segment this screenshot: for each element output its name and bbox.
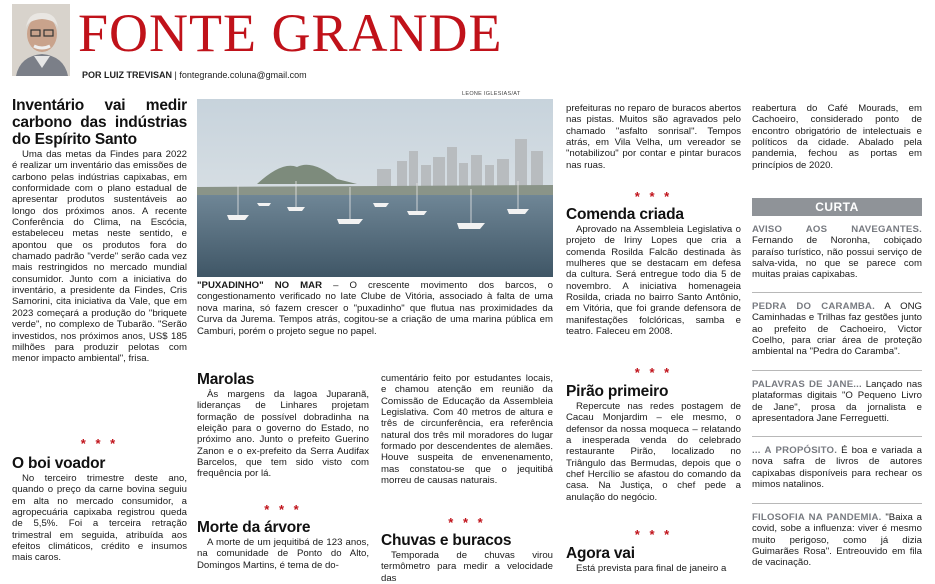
sidebar-item <box>752 301 922 358</box>
column-title: FONTE GRANDE <box>78 3 503 63</box>
article-chuvas <box>381 532 553 584</box>
article-body: Temporada de chuvas virou termômetro para medir a velocidade das <box>381 550 553 584</box>
separator-stars: * * * <box>634 189 673 204</box>
article-boi <box>12 455 187 564</box>
article-body: A morte de um jequitibá de 123 anos, na comunidade de Ponto do Alto, Domingos Martins, é tema de do- <box>197 537 369 571</box>
photo-credit: LEONE IGLESIAS/AT <box>462 91 521 97</box>
separator-stars: * * * <box>634 365 673 380</box>
article-arvore-continued <box>381 373 553 486</box>
byline-separator: | <box>174 70 180 80</box>
article-agora-continued <box>752 103 922 171</box>
article-comenda <box>566 206 741 337</box>
caption-text: – O crescente movimento dos barcos, o congestionamento verificado no Iate Clube de Vitória, associado à falta de uma nova marina, só fazem crescer o "puxadinho" que flutua nas proximidades da Curva da Jurema. Tempos atrás, cogitou-se a criação de uma marina pública em Camburi, porém o projeto segue no papel. <box>197 280 554 337</box>
byline-email[interactable]: fontegrande.coluna@gmail.com <box>179 70 307 80</box>
headline: Agora vai <box>566 545 635 562</box>
article-inventario <box>12 97 187 365</box>
sidebar-item-lead: ... A PROPÓSITO. <box>752 445 838 456</box>
byline-author: POR LUIZ TREVISAN <box>82 70 173 80</box>
article-arvore <box>197 519 369 571</box>
marina-photo <box>197 99 553 277</box>
article-body: Às margens da lagoa Juparanã, lideranças de Linhares projetam formação de possível dobradinha na eleição para o governo do Estado, no próximo ano. Junto o prefeito Guerino Zanon e o ex-prefeito da Serra Audifax Barcelos, que tem sido visto com frequência por lá. <box>197 389 369 480</box>
caption-lead: "PUXADINHO" NO MAR <box>197 280 323 291</box>
byline <box>82 70 307 80</box>
sidebar-item-text: Fernando de Noronha, cobiçado paraíso turístico, não possui serviço de salva-vida, no que se parece com muitas praias capixabas. <box>752 235 922 281</box>
article-body: cumentário feito por estudantes locais, e chamou atenção em reunião da Comissão de Educação da Assembleia Legislativa. Com 40 metros de altura e três de circunferência, era referência natural dos três mil moradores do lugar formado por descendentes de alemães. Houve suspeita de envenenamento, mas constatou-se que o jequitibá morreu de causas naturais. <box>381 373 553 487</box>
sidebar-item-text: Lançado nas plataformas digitais "O Pequeno Livro de Jane", prosa da jornalista e apresentadora Jane Ferreguetti. <box>752 379 922 425</box>
divider <box>752 292 922 293</box>
columnist-portrait <box>12 4 70 76</box>
sidebar-item <box>752 379 922 424</box>
sidebar-item-lead: AVISO AOS NAVEGANTES. <box>752 224 922 235</box>
headline: Chuvas e buracos <box>381 532 512 549</box>
sidebar-item-text: "Baixa a covid, sobe a influenza: viver é mesmo muito perigoso, como já dizia Guimarães Rosa". Entreouvido em fila de vacinação. <box>752 512 922 569</box>
separator-stars: * * * <box>80 436 119 451</box>
sidebar-item-text: É boa e variada a nova safra de livros de autores capixabas disponíveis para rechear os mimos natalinos. <box>752 445 922 491</box>
article-body: Repercute nas redes postagem de Cacau Monjardim – ele mesmo, o defensor da nossa moqueca – relatando a inesperada venda do celebrado restaurante Pirão, localizado no Triângulo das Bermudas, depois que o chef Hercílio se afastou do comando da casa. Na Justiça, o chef pede a anulação do negócio. <box>566 401 741 503</box>
divider <box>752 436 922 437</box>
sidebar-item-text: A ONG Caminhadas e Trilhas faz gestões junto ao prefeito de Cachoeiro, Victor Coelho, para criar área de proteção ambiental na "Pedra do Caramba". <box>752 301 922 358</box>
sidebar-item-lead: PALAVRAS DE JANE... <box>752 379 862 390</box>
sidebar-item <box>752 224 922 281</box>
divider <box>752 370 922 371</box>
article-body: Aprovado na Assembleia Legislativa o projeto de Iriny Lopes que cria a comenda Rosilda Falcão destinada às mulheres que se destacam em defesa da cultura. Será entregue todo dia 5 de novembro. A iniciativa homenageia Rosilda, criada no bairro Santo Antônio, em Vitória, que foi grande defensora de manifestações folclóricas, samba e teatro. Faleceu em 2008. <box>566 224 741 338</box>
article-chuvas-continued <box>566 103 741 171</box>
headline: Comenda criada <box>566 206 684 223</box>
headline: O boi voador <box>12 455 106 472</box>
article-pirao <box>566 383 741 503</box>
headline: Morte da árvore <box>197 519 311 536</box>
sidebar-item <box>752 445 922 490</box>
article-body: Está prevista para final de janeiro a <box>576 563 727 574</box>
article-agora <box>566 545 741 574</box>
sidebar-heading: CURTA <box>752 198 922 216</box>
article-body: prefeituras no reparo de buracos abertos nas pistas. Muitos são agravados pelo chamado "asfalto sonrisal". Tempos atrás, em Vila Velha, um vereador se "notabilizou" por contar e pintar buracos nas ruas. <box>566 103 741 171</box>
headline: Marolas <box>197 371 255 388</box>
sidebar-item-lead: FILOSOFIA NA PANDEMIA. <box>752 512 882 523</box>
article-marolas <box>197 371 369 480</box>
separator-stars: * * * <box>264 502 302 517</box>
headline: Pirão primeiro <box>566 383 669 400</box>
divider <box>752 503 922 504</box>
article-body: No terceiro trimestre deste ano, quando o preço da carne bovina seguiu em alta no mercado consumidor, a agropecuária capixaba registrou queda de 5,5%. Foi a terceira retração trimestral em seguida, atribuída aos efeitos climáticos, crédito e insumos mais caros. <box>12 473 187 564</box>
article-body: Uma das metas da Findes para 2022 é realizar um inventário das emissões de carbono pelas indústrias capixabas, em conformidade com o plano estadual de apresentar produtos sustentáveis ao longo dos próximos anos. A recente Conferência do Clima, na Escócia, estabeleceu metas neste sentido, e apontou que os produtos fora do chamado padrão "verde" serão cada vez mais restringidos no mercado mundial consumidor. Junto com a iniciativa do inventário, a presidente da Findes, Cris Samorini, cita iniciativa da Vale, que em 2023 começará a produção do "briquete verde", no complexo de Tubarão. "Serão investidos, nos próximos anos, US$ 185 milhões para produzir pelotas com menor impacto ambiental", frisa. <box>12 149 187 365</box>
article-body: reabertura do Café Mourads, em Cachoeiro, considerado ponto de encontro obrigatório de intelectuais e políticos da cidade. Abalado pela pandemia, fechou as portas em princípios de 2020. <box>752 103 922 171</box>
sidebar-item-lead: PEDRA DO CARAMBA. <box>752 301 876 312</box>
separator-stars: * * * <box>448 515 486 530</box>
photo-caption <box>197 280 553 337</box>
separator-stars: * * * <box>634 527 673 542</box>
headline: Inventário vai medir carbono das indústrias do Espírito Santo <box>12 97 187 148</box>
sidebar-item <box>752 512 922 569</box>
